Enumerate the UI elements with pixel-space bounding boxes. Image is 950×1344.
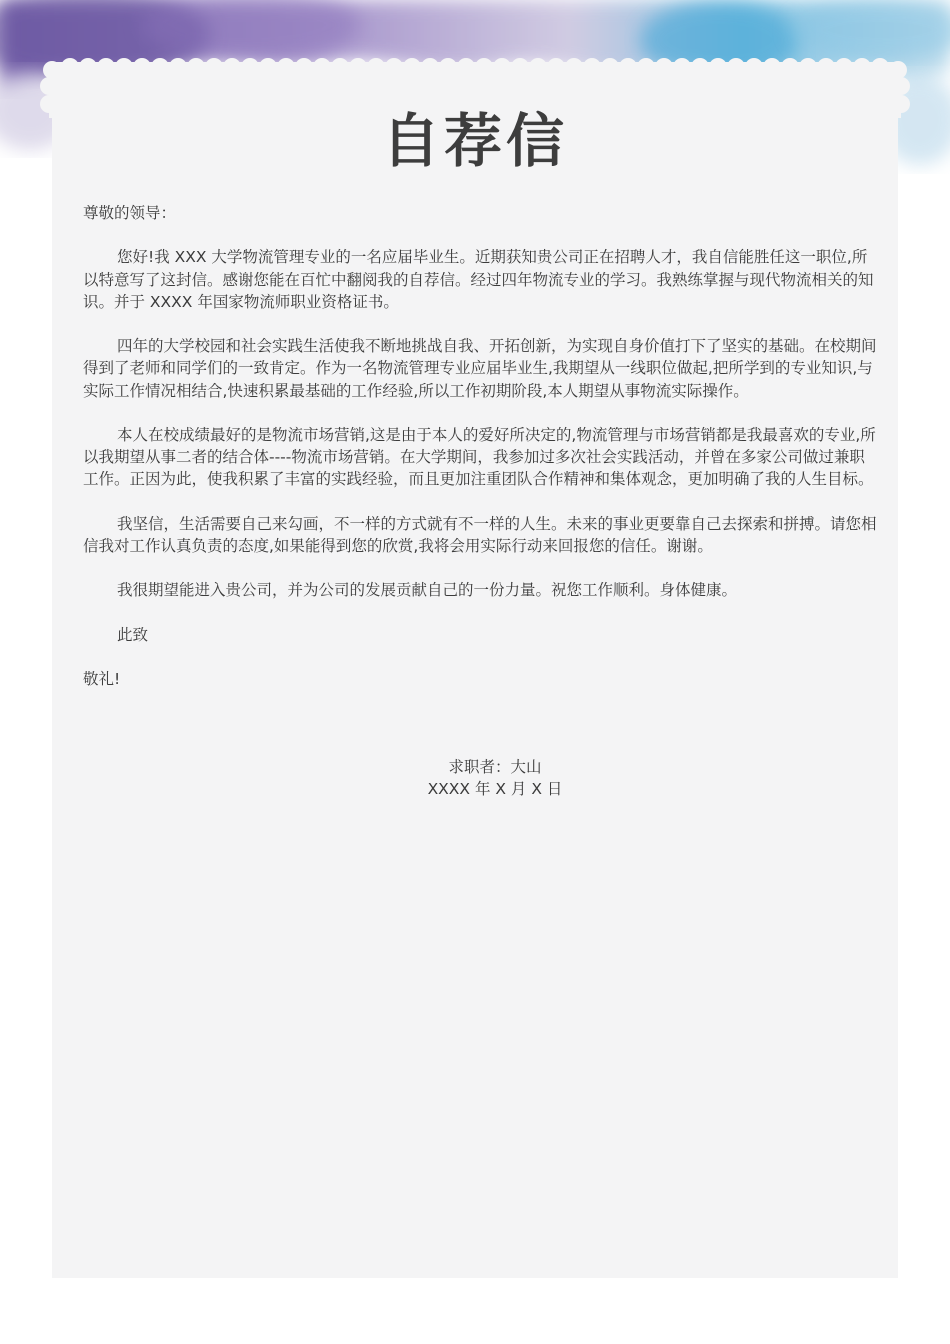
closing-salute: 敬礼! xyxy=(83,670,121,689)
paragraph-belief: 我坚信，生活需要自己来勾画，不一样的方式就有不一样的人生。未来的事业更要靠自己去探索和拼搏。请您相信我对工作认真负责的态度,如果能得到您的欣赏,我将会用实际行动来回报您的信任。谢谢。 xyxy=(83,514,877,555)
paragraph-intro: 您好!我 XXX 大学物流管理专业的一名应届毕业生。近期获知贵公司正在招聘人才，我自信能胜任这一职位,所以特意写了这封信。感谢您能在百忙中翻阅我的自荐信。经过四年物流专业的学习。我熟练掌握与现代物流相关的知识。并于 XXXX 年国家物流师职业资格证书。 xyxy=(83,248,874,311)
closing-to: 此致 xyxy=(117,625,149,644)
signature: 求职者：大山 xyxy=(448,758,542,776)
date: XXXX 年 X 月 X 日 xyxy=(427,780,563,799)
salutation: 尊敬的领导： xyxy=(83,204,177,222)
paragraph-hope: 我很期望能进入贵公司，并为公司的发展贡献自己的一份力量。祝您工作顺利。身体健康。 xyxy=(117,581,738,600)
signature-block xyxy=(0,756,950,800)
paragraph-university: 四年的大学校园和社会实践生活使我不断地挑战自我、开拓创新，为实现自身价值打下了坚实的基础。在校期间得到了老师和同学们的一致肯定。作为一名物流管理专业应届毕业生,我期望从一线职位做起,把所学到的专业知识,与实际工作情况相结合,快速积累最基础的工作经验,所以工作初期阶段,本人期望从事物流实际操作。 xyxy=(83,337,877,400)
paragraph-experience: 本人在校成绩最好的是物流市场营销,这是由于本人的爱好所决定的,物流管理与市场营销都是我最喜欢的专业,所以我期望从事二者的结合体----物流市场营销。在大学期间，我参加过多次社会实践活动，并曾在多家公司做过兼职工作。正因为此，使我积累了丰富的实践经验，而且更加注重团队合作精神和集体观念，更加明确了我的人生目标。 xyxy=(83,425,876,489)
letter-body xyxy=(83,202,878,713)
page-title: 自荐信 xyxy=(381,107,568,175)
